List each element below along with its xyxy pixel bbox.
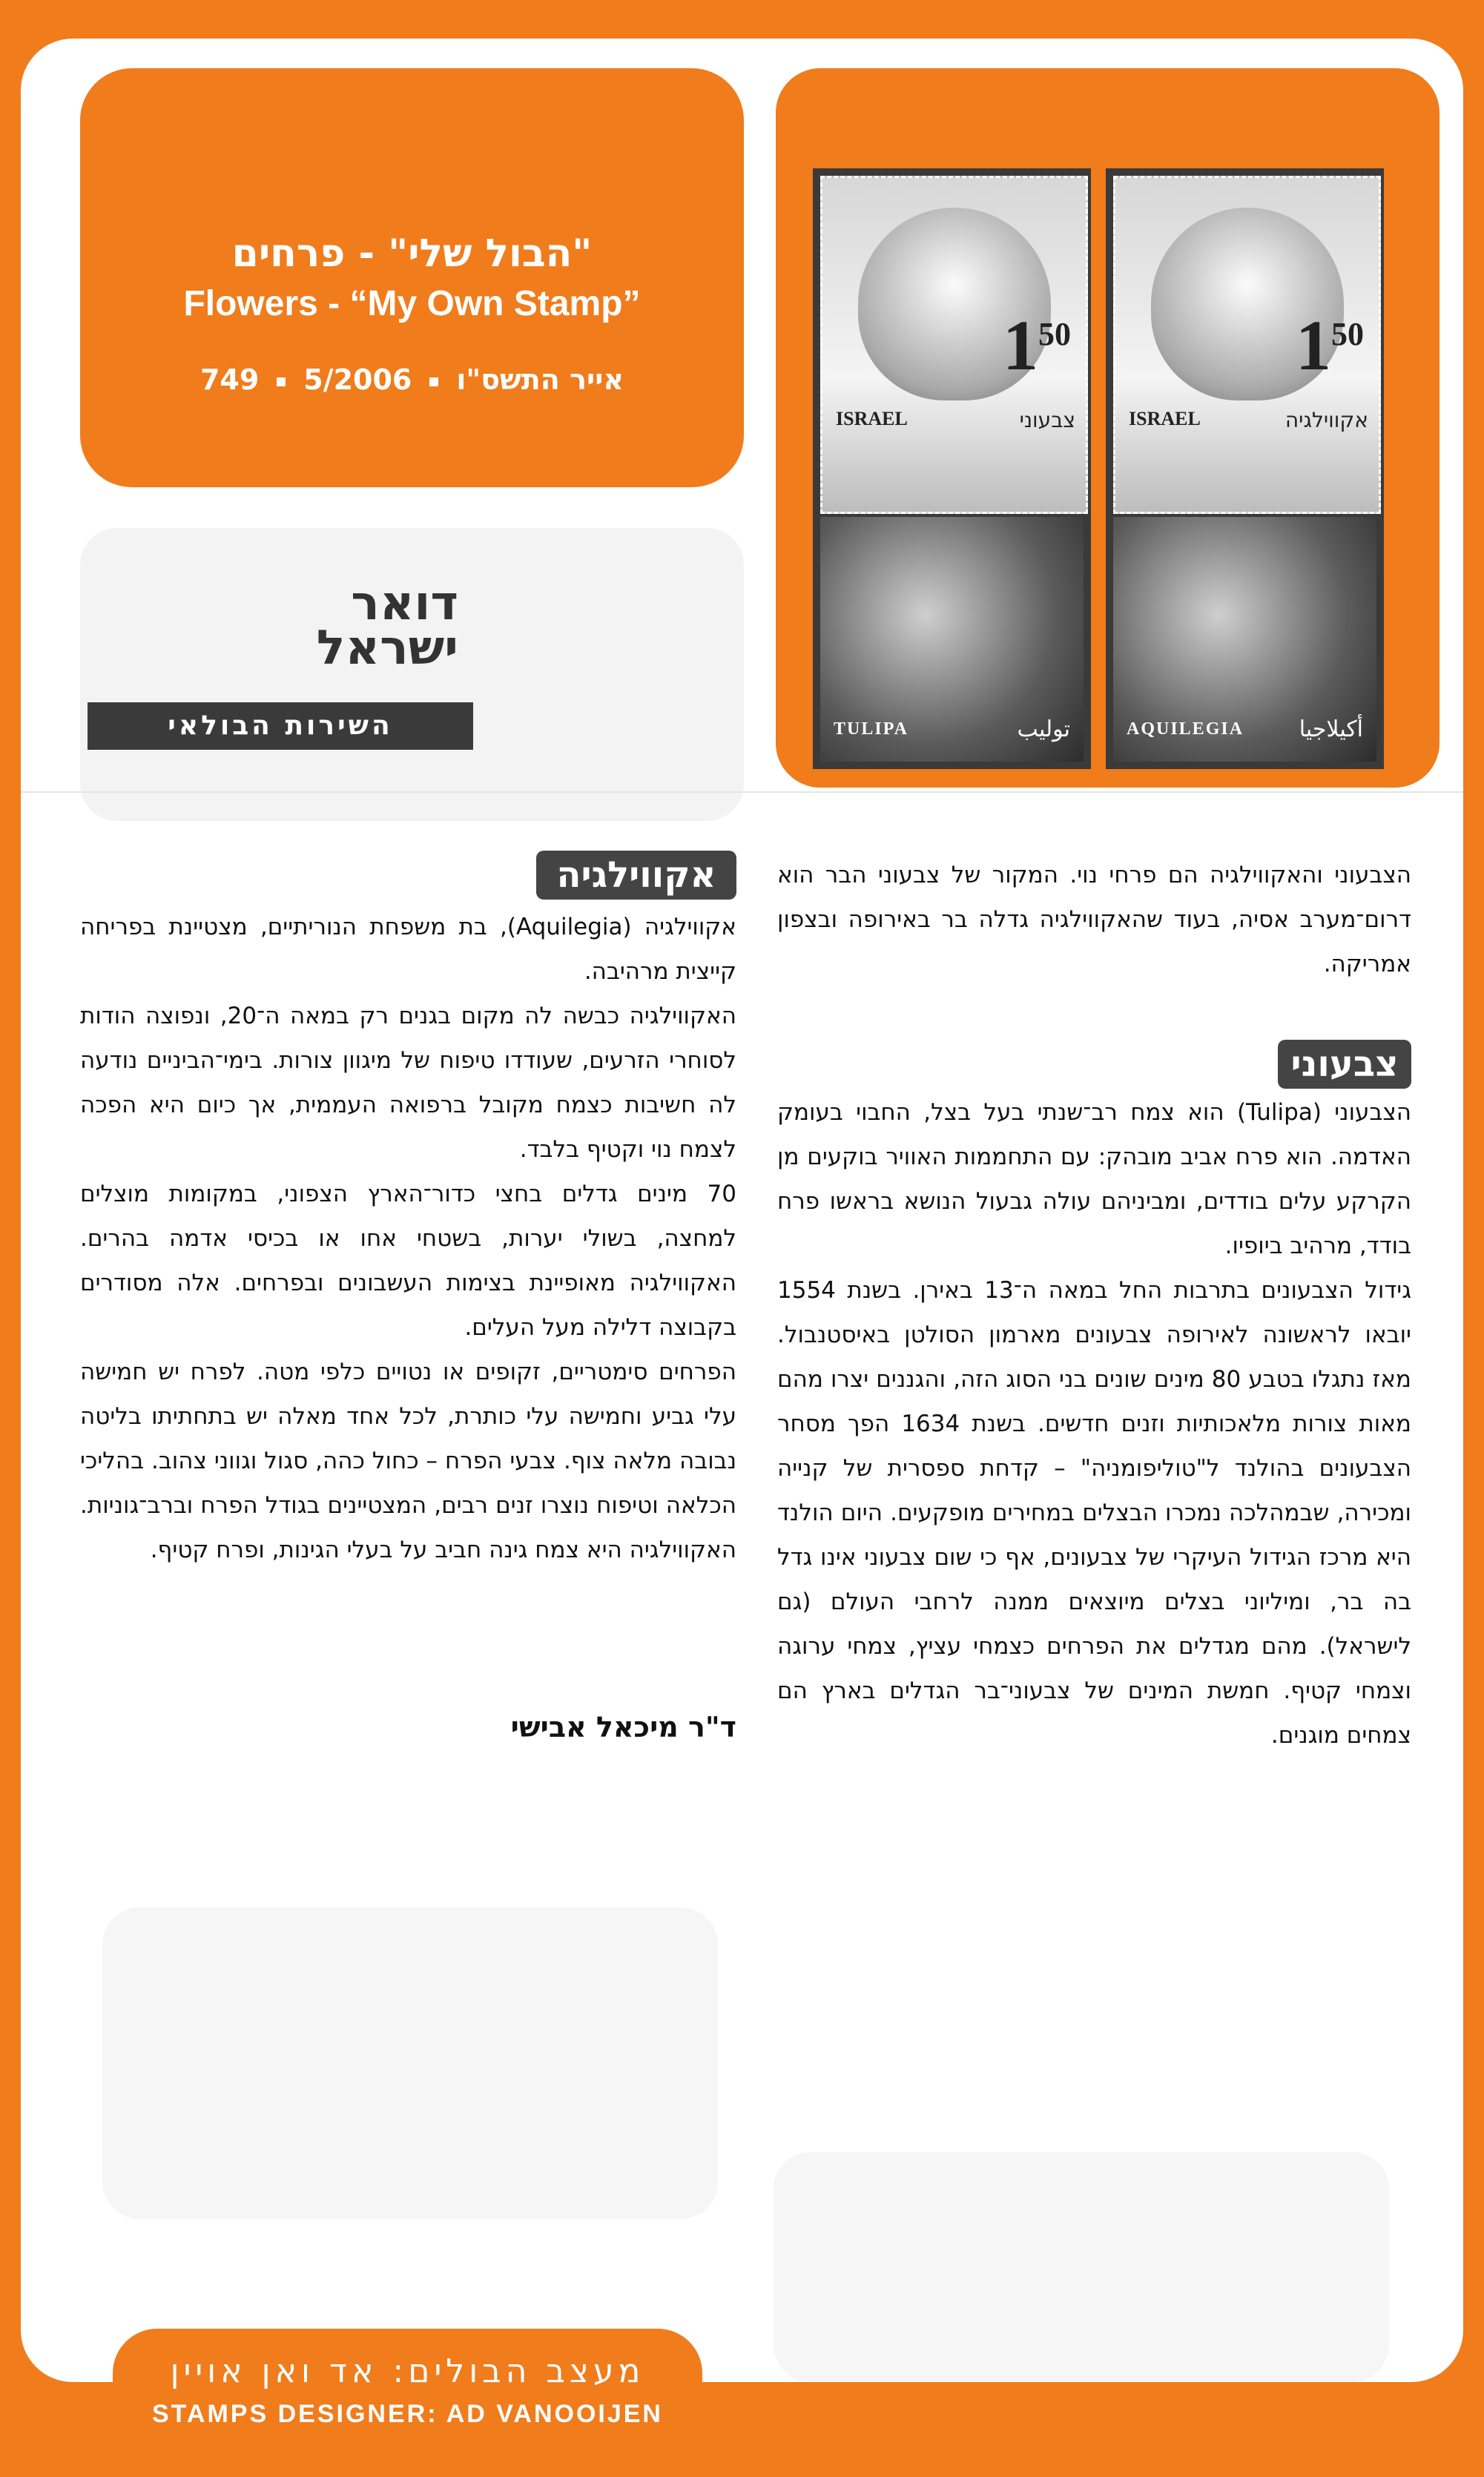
- stamps-frame: [776, 68, 1440, 788]
- issue-number: 749: [199, 363, 260, 396]
- issue-line: [80, 363, 744, 396]
- stamp-country: ISRAEL: [836, 408, 908, 429]
- stamp-value: $1^{50}$: [1296, 306, 1364, 385]
- intro-text: הצבעוני והאקווילגיה הם פרחי נוי. המקור של צבעוני הבר הוא דרום־מערב אסיה, בעוד שהאקווילגיה גדלה בר באירופה ובצפון אמריקה.: [777, 862, 1411, 977]
- fold-line: [21, 791, 1463, 793]
- stamp-tab: [820, 517, 1084, 762]
- stamp-tulipa: [813, 168, 1091, 769]
- stamp-flower-name: צבעוני: [1019, 408, 1075, 432]
- author-signature: ד"ר מיכאל אבישי: [510, 1711, 736, 1744]
- tab-latin-name: AQUILEGIA: [1127, 719, 1244, 739]
- title-hebrew: "הבול שלי" - פרחים: [231, 231, 593, 276]
- logo-line1: דואר: [351, 576, 458, 631]
- issue-date: 5/2006: [303, 363, 412, 396]
- aquilegia-paragraph: אקווילגיה (Aquilegia), בת משפחת הנוריתיים, מצטיינת בפריחה קייצית מרהיבה.: [80, 914, 736, 985]
- aquilegia-paragraph: הפרחים סימטריים, זקופים או נטויים כלפי מטה. לפרח יש חמישה עלי גביע וחמישה עלי כותרת, לכל אחד מאלה יש בתחתיתו בליטה נבובה מלאה צוף. צבעי הפרח – כחול כהה, סגול וגווני צהוב. בהליכי הכלאה וטיפוח נוצרו זנים רבים, המצטיינים בגודל הפרח וברב־גוניות. האקווילגיה היא צמח גינה חביב על בעלי הגינות, ופרח קטיף.: [80, 1359, 736, 1563]
- stamp: [1113, 176, 1381, 514]
- aquilegia-paragraph: 70 מינים גדלים בחצי כדור־הארץ הצפוני, במקומות מוצלים למחצה, בשולי יערות, בשטחי אחו או בכיסי אדמה בהרים. האקווילגיה מאופיינת בצימות העשבונים ובפרחים. אלה מסודרים בקבוצה דלילה מעל העלים.: [80, 1181, 736, 1341]
- stamp: [820, 176, 1088, 514]
- separator-square: [277, 377, 286, 386]
- hebrew-date: אייר התשס"ו: [456, 363, 624, 396]
- show-through-block: [102, 1907, 718, 2219]
- tab-latin-name: TULIPA: [834, 719, 908, 739]
- tulip-paragraph: הצבעוני (Tulipa) הוא צמח רב־שנתי בעל בצל, החבוי בעומק האדמה. הוא פרח אביב מובהק: עם התחממות האוויר בוקעים מן הקרקע עלים בודדים, ומביניהם עולה גבעול הנושא בראשו פרח בודד, מרהיב ביופיו.: [777, 1099, 1411, 1259]
- logo-line2: ישראל: [316, 621, 458, 676]
- aquilegia-paragraph: האקווילגיה כבשה לה מקום בגנים רק במאה ה־20, ונפוצה הודות לסוחרי הזרעים, שעודדו טיפוח של מיגוון צורות. בימי־הביניים נודעה לה חשיבות כצמח מקובל ברפואה העממית, אך כיום היא הפכה לצמח נוי וקטיף בלבד.: [80, 1003, 736, 1163]
- stamp-country: ISRAEL: [1129, 408, 1201, 429]
- show-through-block: [774, 2152, 1389, 2382]
- logo-service-bar: השירות הבולאי: [88, 702, 473, 750]
- aquilegia-heading: אקווילגיה: [536, 851, 736, 900]
- tulip-text: [777, 1090, 1411, 1758]
- tulip-heading: צבעוני: [1278, 1040, 1411, 1089]
- designer-english: STAMPS DESIGNER: AD VANOOIJEN: [152, 2400, 663, 2428]
- stamp-flower-name: אקווילגיה: [1285, 408, 1368, 432]
- aquilegia-text: [80, 905, 736, 1572]
- title-box: [80, 68, 744, 487]
- designer-hebrew: מעצב הבולים: אד ואן אויין: [170, 2352, 645, 2390]
- designer-box: [113, 2329, 702, 2477]
- tab-arabic-name: أكيلاجيا: [1299, 716, 1363, 742]
- title-english: Flowers - “My Own Stamp”: [183, 284, 641, 323]
- separator-square: [429, 377, 438, 386]
- stamp-value: $1^{50}$: [1003, 306, 1071, 385]
- bulletin-sheet: [21, 39, 1463, 2382]
- stamp-aquilegia: [1106, 168, 1384, 769]
- israel-post-logo: [88, 576, 473, 769]
- tab-arabic-name: توليب: [1017, 716, 1070, 742]
- stamp-tab: [1113, 517, 1376, 762]
- tulip-paragraph: גידול הצבעונים בתרבות החל במאה ה־13 באירן. בשנת 1554 יובאו לראשונה לאירופה צבעונים מארמון הסולטן באיסטנבול. מאז נתגלו בטבע 80 מינים שונים בני הסוג הזה, והגננים יצרו מהם מאות צורות מלאכותיות וזנים חדשים. בשנת 1634 הפך מסחר הצבעונים בהולנד ל"טוליפומניה" – קדחת ספסרית של קנייה ומכירה, שבמהלכה נמכרו הבצלים במחירים מופקעים. היום הולנד היא מרכז הגידול העיקרי של צבעונים, אף כי שום צבעוני אינו גדל בה בר, ומיליוני בצלים מיוצאים ממנה לרחבי העולם (גם לישראל). מהם מגדלים את הפרחים כצמחי עציץ, צמחי ערוגה וצמחי קטיף. חמשת המינים של צבעוני־בר הגדלים בארץ הם צמחים מוגנים.: [777, 1277, 1412, 1749]
